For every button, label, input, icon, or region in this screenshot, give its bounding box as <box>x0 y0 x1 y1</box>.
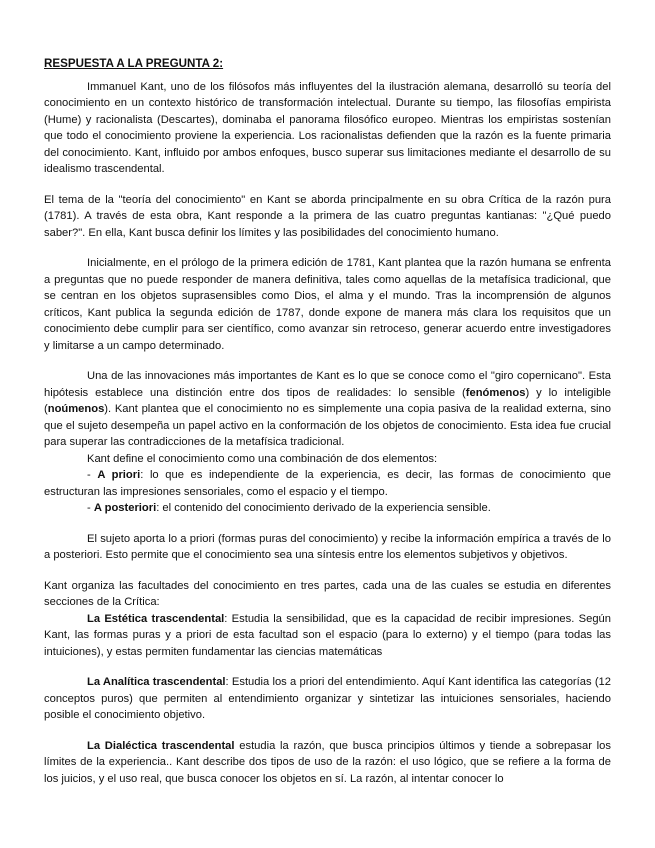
term-fenomenos: fenómenos <box>465 386 526 399</box>
paragraph-estetica <box>44 611 611 661</box>
term-analitica: La Analítica trascendental <box>87 676 226 688</box>
text-run: Una de las innovaciones más importantes de Kant es lo que se conoce como el "giro copernicano". Esta hipótesis establece una distinción entre dos tipos de realidades: lo sensible ( <box>44 370 611 399</box>
list-item-a-posteriori <box>44 500 611 517</box>
text-run: ) y lo inteligible ( <box>44 386 611 415</box>
paragraph-analitica <box>44 674 611 724</box>
term-dialectica: La Dialéctica trascendental <box>87 739 235 752</box>
paragraph-intro: Immanuel Kant, uno de los filósofos más influyentes del la ilustración alemana, desarrolló su teoría del conocimiento en un contexto histórico de transformación intelectual. Durante su tiempo, las filosofías empirista (Hume) y racionalista (Descartes), dominaba el panorama filosófico europeo. Mientras los empiristas sostenían que todo el conocimiento proviene la experiencia. Los racionalistas defienden que la razón es la fuente primaria del conocimiento. Kant, influido por ambos enfoques, busco superar sus limitaciones mediante el desarrollo de su idealismo trascendental. <box>44 80 611 175</box>
section-heading: RESPUESTA A LA PREGUNTA 2: <box>44 57 224 70</box>
text-run: : Estudia los a priori del entendimiento. Aquí Kant identifica las categorías (12 conceptos puros) que permiten al entendimiento organizar y sintetizar las intuiciones sensoriales, haciendo posible el conocimiento objetivo. <box>44 676 611 721</box>
list-dash: - <box>87 469 98 481</box>
paragraph-prologo: Inicialmente, en el prólogo de la primera edición de 1781, Kant plantea que la razón humana se enfrenta a preguntas que no puede responder de manera definitiva, tales como aquellas de la metafísica tradicional, que se centran en los objetos suprasensibles como Dios, el alma y el mundo. Tras la incomprensión de algunos críticos, Kant publica la segunda edición de 1787, donde expone de manera más clara los requisitos que un conocimiento debe cumplir para ser científico, como avanzar sin retroceso, generar acuerdo entre investigadores y limitarse a un campo determinado. <box>44 257 611 352</box>
paragraph-facultades: Kant organiza las facultades del conocimiento en tres partes, cada una de las cuales se estudia en diferentes secciones de la Crítica: <box>44 579 611 608</box>
paragraph-giro-copernicano <box>44 368 611 451</box>
paragraph-definicion: Kant define el conocimiento como una combinación de dos elementos: <box>87 452 438 465</box>
text-run: : lo que es independiente de la experiencia, es decir, las formas de conocimiento que estructuran las impresiones sensoriales, como el espacio y el tiempo. <box>44 469 611 498</box>
paragraph-critica: El tema de la "teoría del conocimiento" en Kant se aborda principalmente en su obra Crítica de la razón pura (1781). A través de esta obra, Kant responde a la primera de las cuatro preguntas kantianas: "¿Qué puedo saber?". En ella, Kant busca definir los límites y las posibilidades del conocimiento humano. <box>44 193 611 239</box>
paragraph-sintesis: El sujeto aporta lo a priori (formas puras del conocimiento) y recibe la información empírica a través de lo a posteriori. Esto permite que el conocimiento sea una síntesis entre los elementos subjetivos y objetivos. <box>44 532 611 561</box>
text-run: : Estudia la sensibilidad, que es la capacidad de recibir impresiones. Según Kant, las formas puras y a priori de esta facultad son el espacio (para lo externo) y el tiempo (para todas las intuiciones), y estas permiten fundamentar las ciencias matemáticas <box>44 612 611 658</box>
document-page <box>44 56 611 787</box>
term-a-priori: A priori <box>97 469 141 481</box>
term-estetica: La Estética trascendental <box>87 612 225 625</box>
list-dash: - <box>87 502 94 514</box>
text-run: : el contenido del conocimiento derivado de la experiencia sensible. <box>156 502 491 514</box>
text-run: estudia la razón, que busca principios últimos y tiende a sobrepasar los límites de la experiencia.. Kant describe dos tipos de uso de la razón: el uso lógico, que se refiere a la forma de los juicios, y el uso real, que busca conocer los objetos en sí. La razón, al intentar conocer lo <box>44 739 611 785</box>
term-a-posteriori: A posteriori <box>93 502 157 514</box>
text-run: ). Kant plantea que el conocimiento no es simplemente una copia pasiva de la realidad externa, sino que el sujeto desempeña un papel activo en la conformación de los objetos de conocimiento. Esta idea fue crucial para superar las contradicciones de la metafísica tradicional. <box>44 403 611 448</box>
term-noumenos: noúmenos <box>47 403 105 415</box>
paragraph-dialectica <box>44 738 611 788</box>
list-item-a-priori <box>44 467 611 500</box>
